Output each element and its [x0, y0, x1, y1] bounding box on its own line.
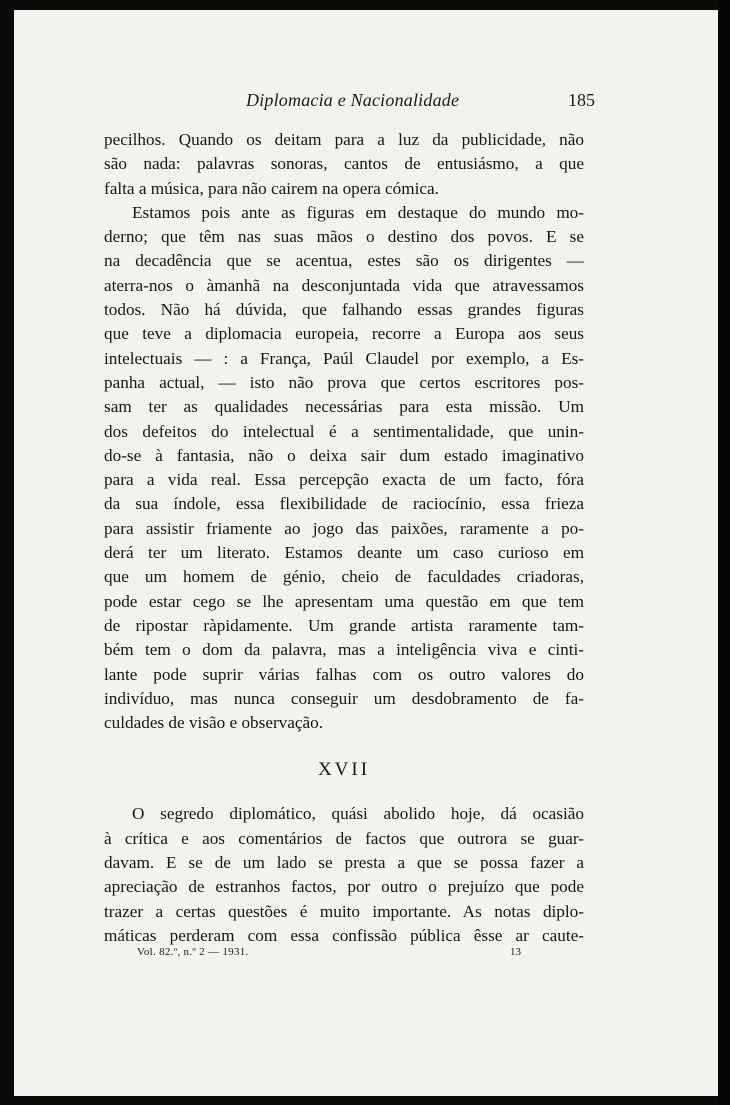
text-line: que um homem de génio, cheio de faculdades criadoras, — [104, 567, 584, 587]
text-line: indivíduo, mas nunca conseguir um desdobramento de fa- — [104, 688, 584, 708]
text-line: derno; que têm nas suas mãos o destino dos povos. E se — [104, 227, 584, 247]
text-line: do-se à fantasia, não o deixa sair dum estado imaginativo — [104, 445, 584, 465]
scan-edge — [718, 0, 730, 1105]
text-line: O segredo diplomático, quási abolido hoje, dá ocasião — [132, 804, 584, 824]
text-line: para a vida real. Essa percepção exacta de um facto, fóra — [104, 470, 584, 490]
text-line: panha actual, — isto não prova que certos escritores pos- — [104, 372, 584, 392]
page-header — [14, 78, 718, 108]
text-line: pode estar cego se lhe apresentam uma questão em que tem — [104, 591, 584, 611]
page-footer — [14, 940, 718, 970]
section-heading: XVII — [317, 759, 371, 781]
text-line: intelectuais — : a França, Paúl Claudel por exemplo, a Es- — [104, 348, 584, 368]
volume-line: Vol. 82.º, n.º 2 — 1931. — [137, 946, 249, 958]
signature-mark: 13 — [510, 946, 521, 958]
text-line: para assistir friamente ao jogo das paixões, raramente a po- — [104, 518, 584, 538]
text-line: da sua índole, essa flexibilidade de raciocínio, essa frieza — [104, 494, 584, 514]
text-line: falta a música, para não cairem na opera cómica. — [104, 178, 439, 198]
text-line: na decadência que se acentua, estes são os dirigentes — — [104, 251, 584, 271]
section-paragraph — [104, 802, 584, 948]
text-line: são nada: palavras sonoras, cantos de entusiásmo, a que — [104, 154, 584, 174]
text-line: aterra-nos o àmanhã na desconjuntada vida que atravessamos — [104, 275, 584, 295]
text-line: de ripostar ràpidamente. Um grande artista raramente tam- — [104, 615, 584, 635]
paragraph-2 — [104, 201, 584, 736]
text-line: culdades de visão e observação. — [104, 713, 324, 733]
text-line: lante pode suprir várias falhas com os outro valores do — [104, 664, 584, 684]
text-line: dos defeitos do intelectual é a sentimentalidade, que unin- — [104, 421, 584, 441]
text-line: trazer a certas questões é muito importante. As notas diplo- — [104, 901, 584, 921]
text-line: apreciação de estranhos factos, por outro o prejuízo que pode — [104, 877, 584, 897]
text-line: todos. Não há dúvida, que falhando essas grandes figuras — [104, 300, 584, 320]
paragraph-1 — [104, 128, 584, 201]
text-line: bém tem o dom da palavra, mas a inteligência viva e cinti- — [104, 640, 584, 660]
text-line: que teve a diplomacia europeia, recorre a Europa aos seus — [104, 324, 584, 344]
text-line: máticas perderam com essa confissão pública êsse ar caute- — [104, 925, 584, 945]
body-text — [104, 128, 584, 948]
running-title: Diplomacia e Nacionalidade — [246, 90, 460, 110]
text-line: à crítica e aos comentários de factos que outrora se guar- — [104, 828, 584, 848]
text-line: sam ter as qualidades necessárias para esta missão. Um — [104, 397, 584, 417]
text-line: davam. E se de um lado se presta a que se possa fazer a — [104, 853, 584, 873]
text-line: Estamos pois ante as figuras em destaque do mundo mo- — [132, 202, 584, 222]
text-line: pecilhos. Quando os deitam para a luz da publicidade, não — [104, 130, 584, 149]
text-line: derá ter um literato. Estamos deante um caso curioso em — [104, 543, 584, 563]
page-number: 185 — [568, 90, 595, 110]
